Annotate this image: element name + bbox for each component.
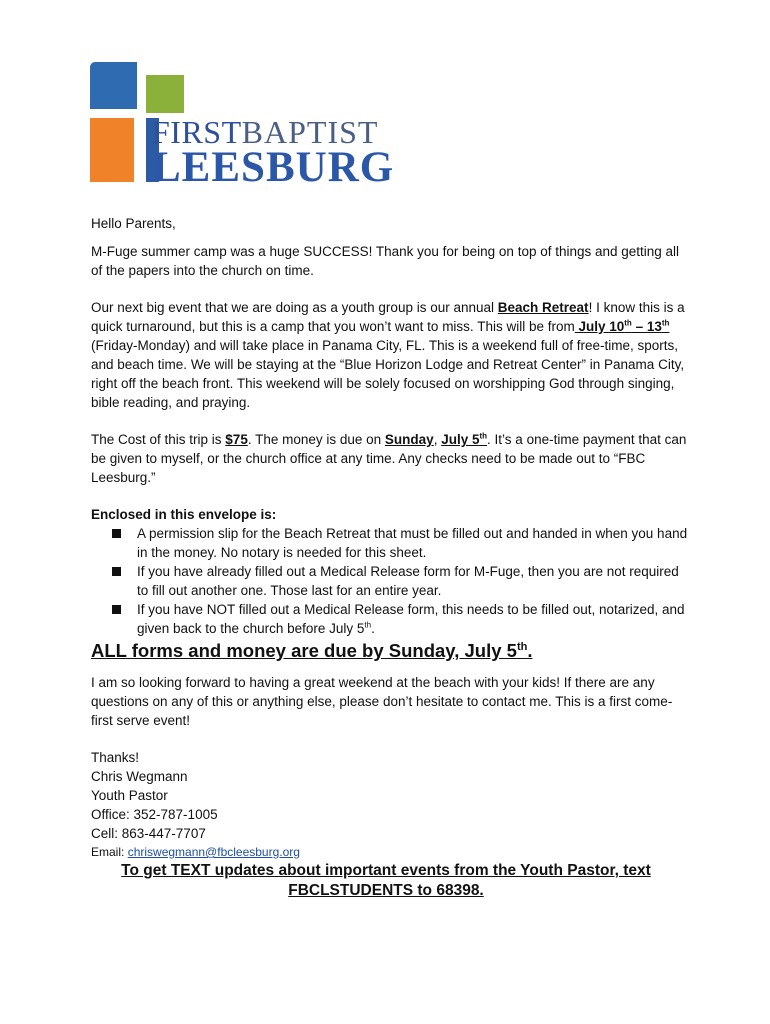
list-item: A permission slip for the Beach Retreat that must be filled out and handed in when you hand in the money. No notary is needed for this sheet. xyxy=(137,524,691,562)
deadline-heading: ALL forms and money are due by Sunday, July 5th. xyxy=(91,640,533,661)
paragraph-cost: The Cost of this trip is $75. The money is due on Sunday, July 5th. It’s a one-time payment that can be given to myself, or the church office at any time. Any checks need to be made out to “FBC Leesburg.” xyxy=(91,431,687,485)
logo-square-orange xyxy=(90,118,134,182)
letter-body xyxy=(91,214,691,901)
email-link[interactable]: chriswegmann@fbcleesburg.org xyxy=(127,845,300,859)
logo-line-2: LEESBURG xyxy=(152,144,395,191)
list-item: If you have NOT filled out a Medical Release form, this needs to be filled out, notarized, and given back to the church before July 5th. xyxy=(137,600,691,638)
due-day: Sunday xyxy=(384,432,434,447)
cost-value: $75 xyxy=(225,432,248,447)
paragraph-beach-retreat: Our next big event that we are doing as a youth group is our annual Beach Retreat! I know this is a quick turnaround, but this is a camp that you won’t want to miss. This will be from July 10th – 13th (Friday-Monday) and will take place in Panama City, FL. This is a weekend full of free-time, sports, and beach time. We will be staying at the “Blue Horizon Lodge and Retreat Center” in Panama City, right off the beach front. This weekend will be solely focused on worshipping God through singing, bible reading, and praying. xyxy=(91,300,685,410)
event-name: Beach Retreat xyxy=(497,300,589,315)
due-date: July 5th xyxy=(441,431,488,447)
enclosed-list xyxy=(91,524,691,638)
logo-square-green xyxy=(146,75,184,113)
logo-square-blue xyxy=(90,62,137,109)
email-line: Email: chriswegmann@fbcleesburg.org xyxy=(91,845,300,859)
church-logo xyxy=(90,62,400,191)
signature-title: Youth Pastor xyxy=(91,788,168,803)
square-bullet-icon xyxy=(112,605,121,614)
text-updates-callout: To get TEXT updates about important events from the Youth Pastor, text FBCLSTUDENTS to 68398. xyxy=(121,862,651,899)
signature-thanks: Thanks! xyxy=(91,750,140,765)
greeting: Hello Parents, xyxy=(91,216,176,231)
square-bullet-icon xyxy=(112,567,121,576)
paragraph-closing: I am so looking forward to having a great weekend at the beach with your kids! If there are any questions on any of this or anything else, please don’t hesitate to contact me. This is a first come-first serve event! xyxy=(91,675,673,728)
square-bullet-icon xyxy=(112,529,121,538)
logo-line-1: FIRSTBAPTIST xyxy=(152,114,379,150)
list-item: If you have already filled out a Medical Release form for M-Fuge, then you are not required to fill out another one. Those last for an entire year. xyxy=(137,562,691,600)
paragraph-camp-success: M-Fuge summer camp was a huge SUCCESS! Thank you for being on top of things and getting all of the papers into the church on time. xyxy=(91,244,680,278)
enclosed-heading: Enclosed in this envelope is: xyxy=(91,507,277,522)
office-phone: Office: 352-787-1005 xyxy=(91,807,218,822)
event-dates: July 10th – 13th xyxy=(574,318,670,334)
signature-name: Chris Wegmann xyxy=(91,769,188,784)
cell-phone: Cell: 863-447-7707 xyxy=(91,826,206,841)
